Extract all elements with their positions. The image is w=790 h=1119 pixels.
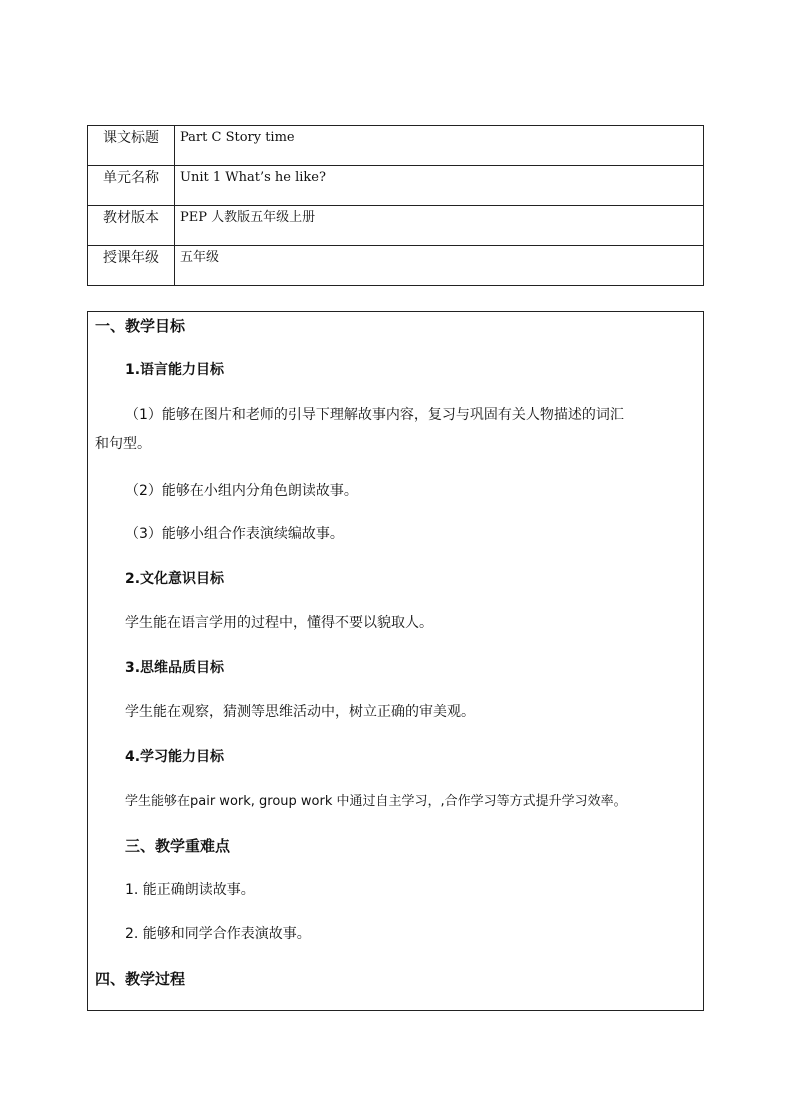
row-value-unit: Unit 1 What’s he like?	[175, 166, 704, 206]
row-label-title: 课文标题	[88, 126, 175, 166]
section-title-objectives: 一、教学目标	[95, 317, 186, 335]
goal-learning-text: 学生能够在pair work, group work 中通过自主学习，,合作学习等方式提升学习效率。	[125, 794, 627, 809]
row-label-grade: 授课年级	[88, 246, 175, 286]
table-row	[88, 246, 704, 286]
section-title-key-points: 三、教学重难点	[125, 837, 231, 855]
key-point-2: 2. 能够和同学合作表演故事。	[125, 926, 311, 942]
teaching-content-box	[87, 311, 704, 1011]
row-value-edition: PEP 人教版五年级上册	[175, 206, 704, 246]
section-title-process: 四、教学过程	[95, 970, 186, 988]
goal-language-item-2: （2）能够在小组内分角色朗读故事。	[125, 483, 358, 499]
goal-language-item-3: （3）能够小组合作表演续编故事。	[125, 526, 344, 542]
lesson-info-table	[87, 125, 704, 286]
row-label-edition: 教材版本	[88, 206, 175, 246]
goal-title-thinking: 3.思维品质目标	[125, 660, 225, 676]
goal-thinking-text: 学生能在观察，猜测等思维活动中，树立正确的审美观。	[125, 704, 475, 720]
goal-title-learning: 4.学习能力目标	[125, 749, 225, 765]
goal-language-item-1: （1）能够在图片和老师的引导下理解故事内容，复习与巩固有关人物描述的词汇	[125, 407, 624, 423]
key-point-1: 1. 能正确朗读故事。	[125, 882, 255, 898]
table-row	[88, 206, 704, 246]
row-value-grade: 五年级	[175, 246, 704, 286]
goal-title-language: 1.语言能力目标	[125, 362, 225, 378]
row-value-title: Part C Story time	[175, 126, 704, 166]
row-label-unit: 单元名称	[88, 166, 175, 206]
table-row	[88, 166, 704, 206]
goal-title-culture: 2.文化意识目标	[125, 571, 225, 587]
table-row	[88, 126, 704, 166]
goal-culture-text: 学生能在语言学用的过程中，懂得不要以貌取人。	[125, 615, 433, 631]
goal-language-item-1-cont: 和句型。	[95, 436, 151, 452]
